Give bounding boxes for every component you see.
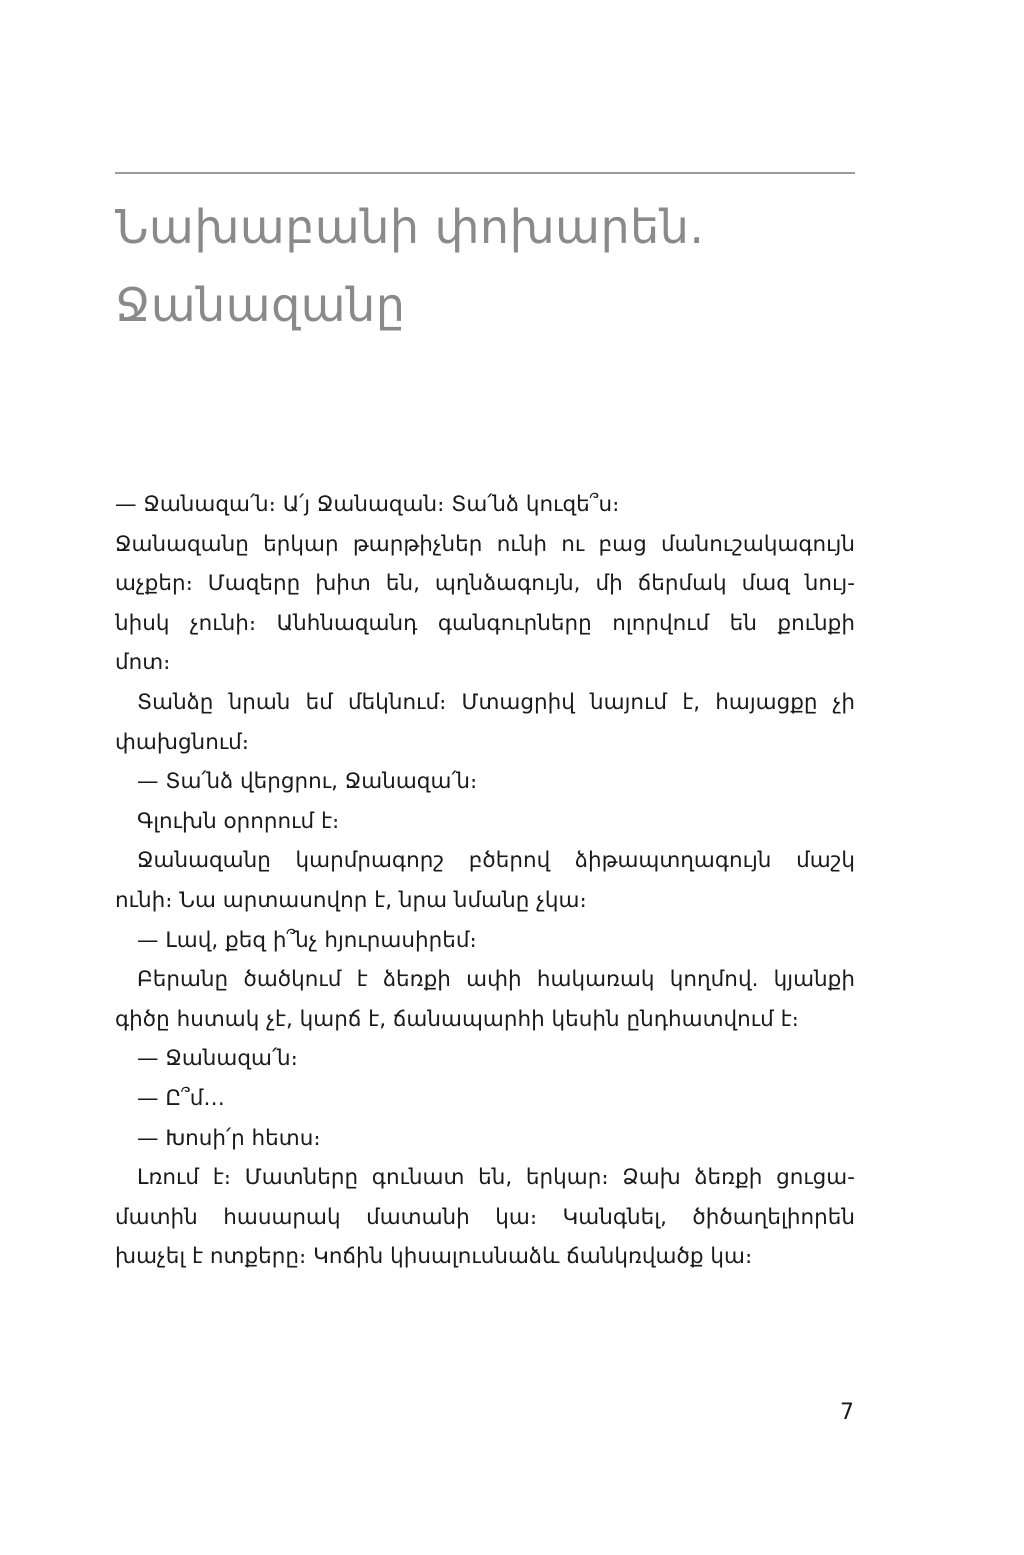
text-line: Ջանազանը կարմրագորշ բծերով ձիթապտղագույն մաշկ xyxy=(137,848,855,874)
text-line: — Ջանազա՛ն։ xyxy=(137,1046,298,1072)
text-line: Տանձը նրան եմ մեկնում։ Մտացրիվ նայում է, հայացքը չի xyxy=(137,689,855,715)
text-line: մոտ։ xyxy=(115,650,171,676)
text-line: — Ը՞մ… xyxy=(137,1085,225,1111)
chapter-title-line-2: Ջանազանը xyxy=(115,278,406,332)
text-line: ունի։ Նա արտասովոր է, նրա նմանը չկա։ xyxy=(115,887,587,913)
chapter-rule xyxy=(115,172,855,174)
text-line: նիսկ չունի։ Անհնազանդ գանգուրները ոլորվում են քունքի xyxy=(115,610,855,636)
text-line: — Տա՛նձ վերցրու, Ջանազա՛ն։ xyxy=(137,769,478,795)
text-line: Լռում է։ Մատները գունատ են, երկար։ Ձախ ձեռքի ցուցա- xyxy=(137,1165,855,1191)
text-line: փախցնում։ xyxy=(115,729,250,755)
text-line: մատին հասարակ մատանի կա։ Կանգնել, ծիծաղելիորեն xyxy=(115,1204,855,1230)
text-line: — Խոսի՛ր հետս։ xyxy=(137,1125,321,1151)
chapter-title-line-1: Նախաբանի փոխարեն. xyxy=(115,200,705,254)
chapter-title xyxy=(115,188,855,344)
text-line: Գլուխն օրորում է։ xyxy=(137,808,340,834)
text-line: — Լավ, քեզ ի՞նչ հյուրասիրեմ։ xyxy=(137,927,477,953)
text-line: գիծը հստակ չէ, կարճ է, ճանապարհի կեսին ընդհատվում է։ xyxy=(115,1006,799,1032)
text-line: Ջանազանը երկար թարթիչներ ունի ու բաց մանուշակագույն xyxy=(115,531,855,557)
text-line: խաչել է ոտքերը։ Կոճին կիսալուսնաձև ճանկռվածք կա։ xyxy=(115,1244,753,1270)
page-number: 7 xyxy=(840,1400,854,1425)
text-line: — Ջանազա՛ն։ Ա՛յ Ջանազան։ Տա՛նձ կուզե՞ս։ xyxy=(115,492,620,517)
text-line: Բերանը ծածկում է ձեռքի ափի հակառակ կողմով. կյանքի xyxy=(137,967,855,993)
chapter-body xyxy=(115,485,855,1277)
text-line: աչքեր։ Մազերը խիտ են, պղնձագույն, մի ճերմակ մազ նույ- xyxy=(115,571,855,597)
